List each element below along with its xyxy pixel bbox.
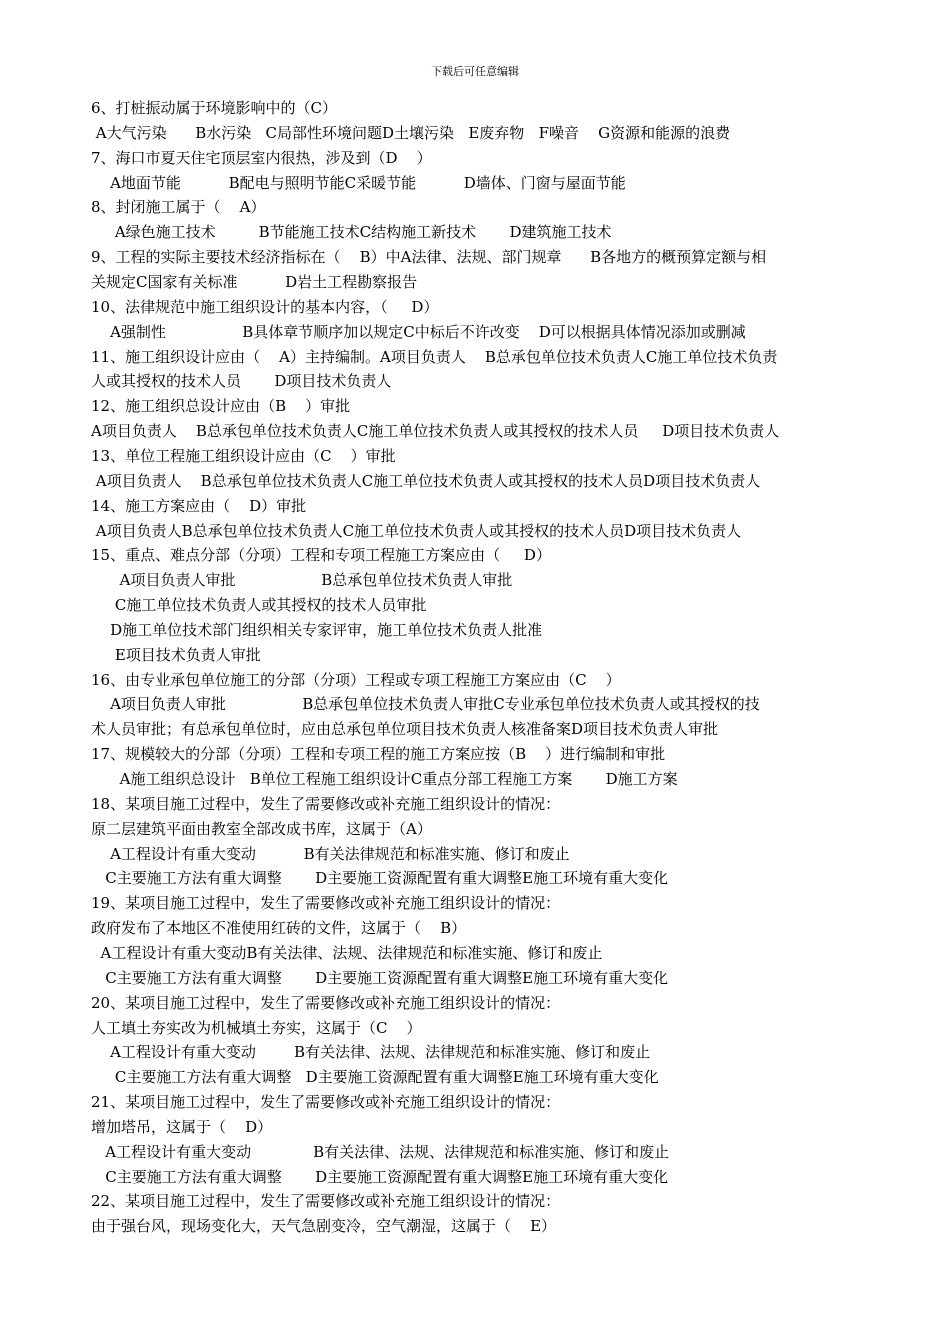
text-line: A项目负责人审批 B总承包单位技术负责人审批 xyxy=(91,571,513,590)
text-line: 21、某项目施工过程中，发生了需要修改或补充施工组织设计的情况： xyxy=(91,1093,561,1111)
text-line: 人或其授权的技术人员 D项目技术负责人 xyxy=(91,372,392,391)
text-line: 由于强台风，现场变化大，天气急剧变冷，空气潮湿，这属于（ E） xyxy=(91,1217,557,1236)
text-line: 22、某项目施工过程中，发生了需要修改或补充施工组织设计的情况： xyxy=(91,1192,561,1211)
text-line: 18、某项目施工过程中，发生了需要修改或补充施工组织设计的情况： xyxy=(91,794,561,813)
text-line: 14、施工方案应由（ D）审批 xyxy=(91,496,307,515)
text-line: C主要施工方法有重大调整 D主要施工资源配置有重大调整E施工环境有重大变化 xyxy=(91,968,669,987)
text-line: 11、施工组织设计应由（ A）主持编制。A项目负责人 B总承包单位技术负责人C施工单位技术负责 xyxy=(91,347,778,366)
text-line: A工程设计有重大变动 B有关法律、法规、法律规范和标准实施、修订和废止 xyxy=(91,1142,670,1161)
text-line: 15、重点、难点分部（分项）工程和专项工程施工方案应由（ D） xyxy=(91,546,551,565)
text-line: 人工填土夯实改为机械填土夯实，这属于（C ） xyxy=(91,1018,422,1037)
text-line: C主要施工方法有重大调整 D主要施工资源配置有重大调整E施工环境有重大变化 xyxy=(91,869,669,888)
text-line: 6、打桩振动属于环境影响中的（C） xyxy=(91,99,338,117)
text-line: C施工单位技术负责人或其授权的技术人员审批 xyxy=(91,596,427,614)
text-line: 9、工程的实际主要技术经济指标在（ B）中A法律、法规、部门规章 B各地方的概预算定额与相 xyxy=(91,248,767,267)
text-line: 7、海口市夏天住宅顶层室内很热，涉及到（D ） xyxy=(91,148,432,167)
text-line: A大气污染 B水污染 C局部性环境问题D土壤污染 E废弃物 F噪音 G资源和能源的浪费 xyxy=(91,123,731,142)
text-line: 关规定C国家有关标准 D岩土工程勘察报告 xyxy=(91,273,418,291)
text-line: 增加塔吊，这属于（ D） xyxy=(91,1117,273,1136)
text-line: A项目负责人B总承包单位技术负责人C施工单位技术负责人或其授权的技术人员D项目技术负责人 xyxy=(91,521,742,540)
text-line: A强制性 B具体章节顺序加以规定C中标后不许改变 D可以根据具体情况添加或删减 xyxy=(91,322,746,341)
text-line: D施工单位技术部门组织相关专家评审，施工单位技术负责人批准 xyxy=(91,620,543,639)
text-line: E项目技术负责人审批 xyxy=(91,645,261,664)
text-line: 原二层建筑平面由教室全部改成书库，这属于（A） xyxy=(91,819,432,838)
text-line: C主要施工方法有重大调整 D主要施工资源配置有重大调整E施工环境有重大变化 xyxy=(91,1068,659,1087)
text-line: C主要施工方法有重大调整 D主要施工资源配置有重大调整E施工环境有重大变化 xyxy=(91,1167,669,1186)
text-line: A地面节能 B配电与照明节能C采暖节能 D墙体、门窗与屋面节能 xyxy=(91,173,626,192)
text-line: A项目负责人审批 B总承包单位技术负责人审批C专业承包单位技术负责人或其授权的技 xyxy=(91,695,760,714)
text-line: 20、某项目施工过程中，发生了需要修改或补充施工组织设计的情况： xyxy=(91,993,561,1012)
text-line: 12、施工组织总设计应由（B ）审批 xyxy=(91,397,351,416)
text-line: 17、规模较大的分部（分项）工程和专项工程的施工方案应按（B ）进行编制和审批 xyxy=(91,745,666,764)
text-line: A施工组织总设计 B单位工程施工组织设计C重点分部工程施工方案 D施工方案 xyxy=(91,770,678,788)
text-line: A工程设计有重大变动 B有关法律规范和标准实施、修订和废止 xyxy=(91,844,570,863)
text-line: A工程设计有重大变动 B有关法律、法规、法律规范和标准实施、修订和废止 xyxy=(91,1043,651,1062)
text-line: 术人员审批；有总承包单位时，应由总承包单位项目技术负责人核准备案D项目技术负责人审批 xyxy=(91,720,719,739)
text-line: A工程设计有重大变动B有关法律、法规、法律规范和标准实施、修订和废止 xyxy=(91,943,603,962)
text-line: 16、由专业承包单位施工的分部（分项）工程或专项工程施工方案应由（C ） xyxy=(91,670,621,689)
text-line: A项目负责人 B总承包单位技术负责人C施工单位技术负责人或其授权的技术人员 D项目技术负责人 xyxy=(91,422,780,441)
text-line: A项目负责人 B总承包单位技术负责人C施工单位技术负责人或其授权的技术人员D项目技术负责人 xyxy=(91,471,761,490)
text-line: 19、某项目施工过程中，发生了需要修改或补充施工组织设计的情况： xyxy=(91,894,561,913)
text-line: 8、封闭施工属于（ A） xyxy=(91,198,266,217)
text-line: 13、单位工程施工组织设计应由（C ）审批 xyxy=(91,446,396,465)
text-line: 10、法律规范中施工组织设计的基本内容，（ D） xyxy=(91,297,439,316)
text-line: A绿色施工技术 B节能施工技术C结构施工新技术 D建筑施工技术 xyxy=(91,223,612,242)
page-header: 下载后可任意编辑 xyxy=(431,65,519,78)
text-line: 政府发布了本地区不准使用红砖的文件，这属于（ B） xyxy=(91,919,467,938)
